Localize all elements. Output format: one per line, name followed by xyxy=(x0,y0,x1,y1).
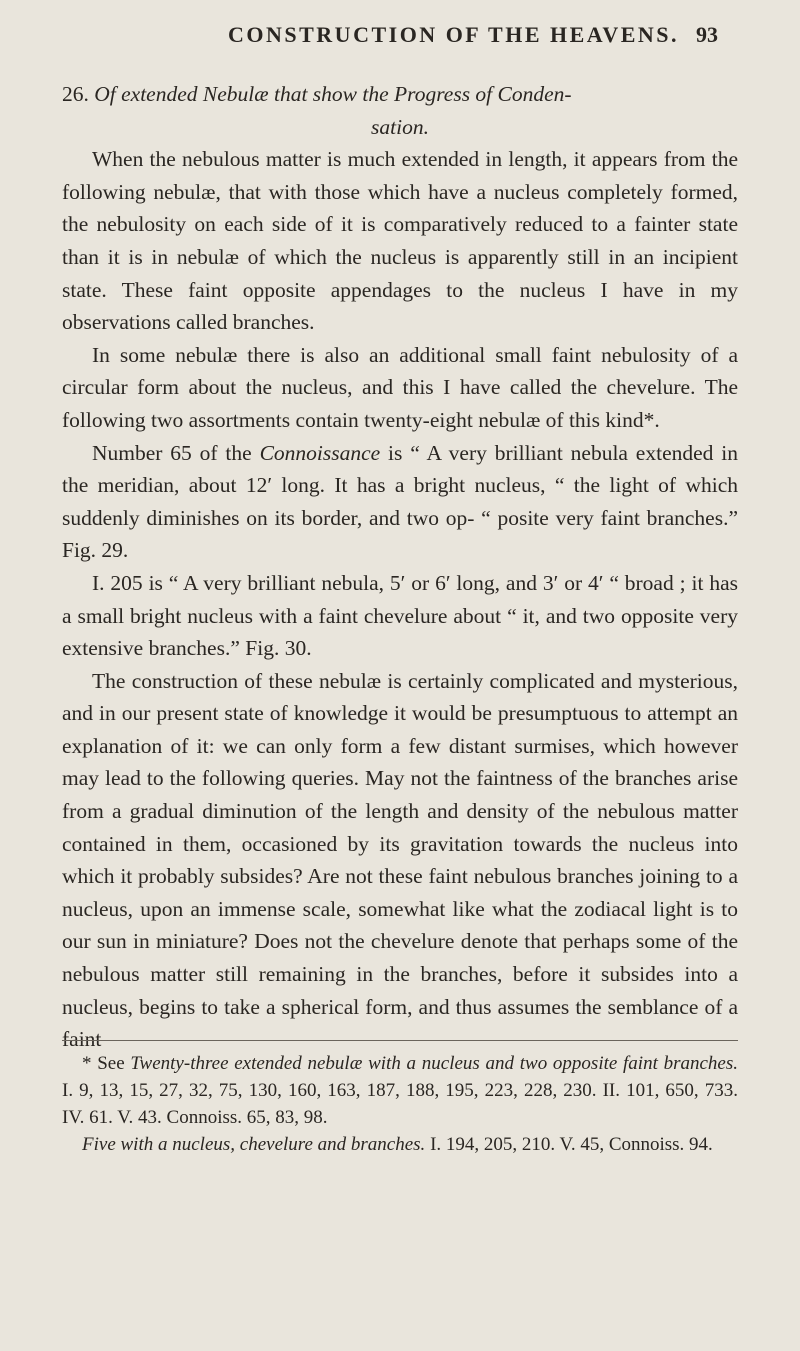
running-title: CONSTRUCTION OF THE HEAVENS. xyxy=(228,22,680,47)
paragraph-3 xyxy=(62,437,738,567)
section-number: 26. xyxy=(62,82,89,106)
body-text xyxy=(62,78,738,1056)
paragraph-5: The construction of these nebulæ is certainly complicated and mysterious, and in our present state of knowledge it would be presumptuous to attempt an explanation of it: we can only form a few distant surmises, which however may lead to the following queries. May not the faintness of the branches arise from a gradual diminution of the length and density of the nebulous matter contained in them, occasioned by its gravitation towards the nucleus into which it probably subsides? Are not these faint nebulous branches joining to a nucleus, upon an immense scale, somewhat like what the zodiacal light is to our sun in miniature? Does not the chevelure denote that perhaps some of the nebulous matter still remaining in the branches, before it subsides into a nucleus, begins to take a spherical form, and thus assumes the semblance of a faint xyxy=(62,668,738,1052)
footnote-2-part-2: I. 194, 205, 210. V. 45, Connoiss. 94. xyxy=(425,1134,713,1155)
footnotes xyxy=(62,1050,738,1158)
footnote-2 xyxy=(62,1131,738,1158)
section-title-continuation: sation. xyxy=(371,114,429,139)
section-heading xyxy=(62,78,738,143)
footnote-1-part-2: I. 9, 13, 15, 27, 32, 75, 130, 160, 163, 187, 188, 195, 223, 228, 230. II. 101, 650, 733. IV. 61. V. 43. Connoiss. 65, 83, 98. xyxy=(62,1080,738,1128)
running-head xyxy=(0,0,800,60)
footnote-1 xyxy=(62,1050,738,1131)
paragraph-3-part-2: is “ A very brilliant nebula extended in the meridian, about 12′ long. It has a bright nucleus, “ the light of which suddenly diminishes on its border, and two op- “ posite very faint branches.” Fig. 29. xyxy=(62,440,738,563)
page-number: 93 xyxy=(696,22,718,47)
footnote-2-italic: Five with a nucleus, chevelure and branches. xyxy=(82,1134,426,1155)
paragraph-3-part-1: Number 65 of the xyxy=(92,440,260,465)
paragraph-2: In some nebulæ there is also an additional small faint nebulosity of a circular form about the nucleus, and this I have called the chevelure. The following two assortments contain twenty-eight nebulæ of this kind*. xyxy=(62,342,738,432)
section-title: Of extended Nebulæ that show the Progress of Conden- xyxy=(94,82,572,106)
footnote-1-part-1: * See xyxy=(82,1053,131,1074)
footnote-rule xyxy=(62,1040,738,1041)
footnote-1-italic: Twenty-three extended nebulæ with a nucleus and two opposite faint branches. xyxy=(130,1053,738,1074)
paragraph-1: When the nebulous matter is much extended in length, it appears from the following nebulæ, that with those which have a nucleus completely formed, the nebulosity on each side of it is comparatively reduced to a fainter state than it is in nebulæ of which the nucleus is apparently still in an incipient state. These faint opposite appendages to the nucleus I have in my observations called branches. xyxy=(62,147,738,335)
paragraph-3-italic: Connoissance xyxy=(259,440,381,465)
paragraph-4: I. 205 is “ A very brilliant nebula, 5′ or 6′ long, and 3′ or 4′ “ broad ; it has a small bright nucleus with a faint chevelure about “ it, and two opposite very extensive branches.” Fig. 30. xyxy=(62,570,738,661)
